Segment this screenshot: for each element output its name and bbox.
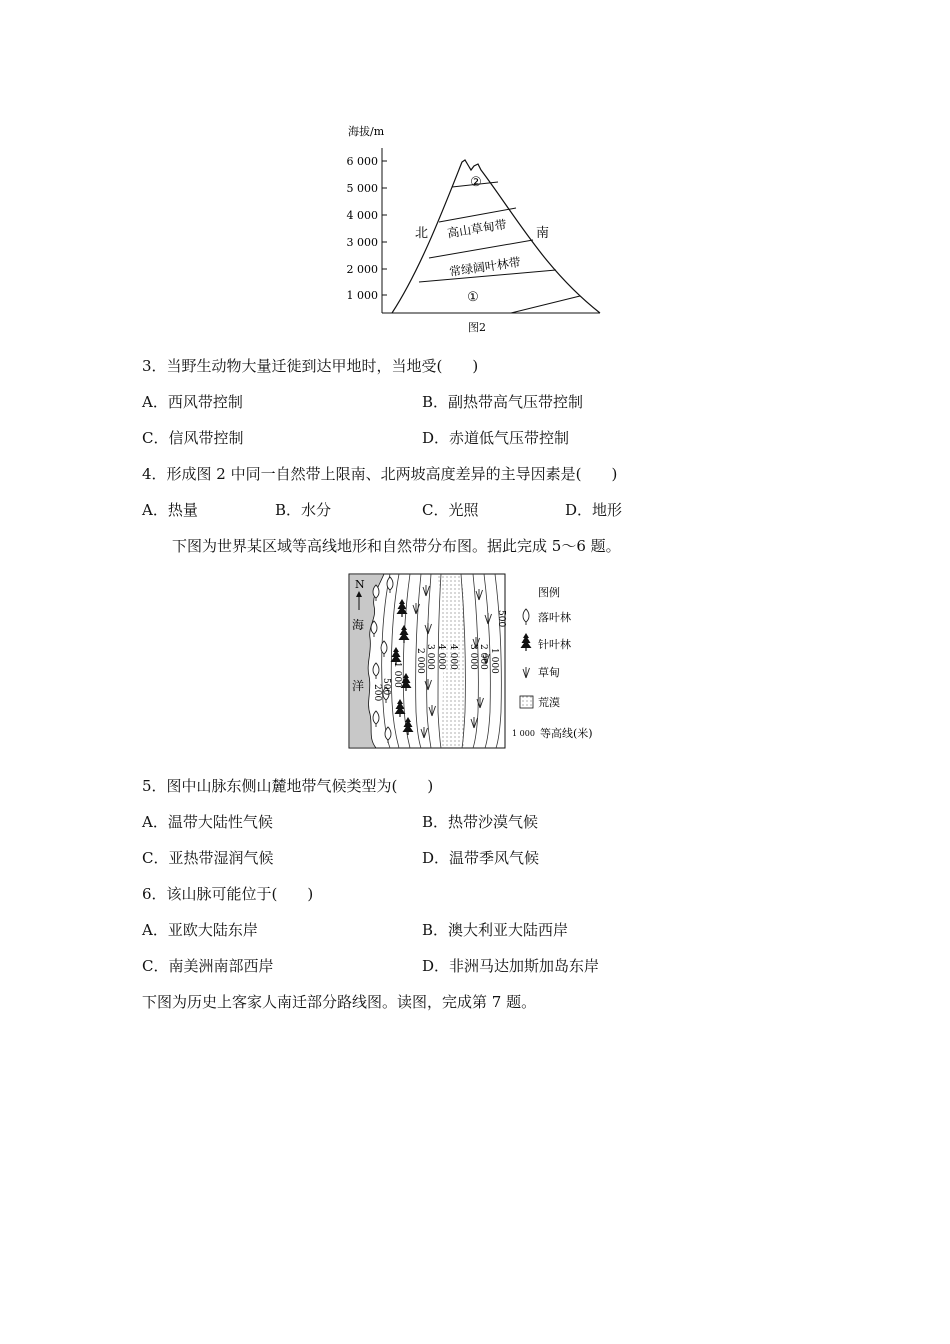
question-5-option-b[interactable]: B．热带沙漠气候 bbox=[422, 813, 539, 831]
question-6-option-d[interactable]: D．非洲马达加斯加岛东岸 bbox=[422, 957, 600, 975]
intro-question-7: 下图为历史上客家人南迁部分路线图。读图，完成第 7 题。 bbox=[142, 993, 537, 1011]
contour-label: 4 000 bbox=[448, 644, 458, 670]
north-letter: N bbox=[355, 578, 365, 591]
question-4-option-b[interactable]: B．水分 bbox=[275, 501, 332, 519]
question-3-stem: 3．当野生动物大量迁徙到达甲地时，当地受( ) bbox=[142, 357, 479, 375]
legend-contour-value: 1 000 bbox=[512, 729, 535, 738]
tick-label: 6 000 bbox=[346, 155, 378, 168]
south-label: 南 bbox=[536, 226, 550, 241]
question-6-stem: 6．该山脉可能位于( ) bbox=[142, 885, 314, 903]
question-4-option-a[interactable]: A．热量 bbox=[142, 501, 198, 519]
contour-label: 500 bbox=[496, 610, 506, 628]
intro-questions-5-6: 下图为世界某区域等高线地形和自然带分布图。据此完成 5～6 题。 bbox=[172, 537, 621, 555]
y-axis-ticks bbox=[347, 155, 388, 302]
question-3-option-a[interactable]: A．西风带控制 bbox=[142, 393, 243, 411]
tick-label: 4 000 bbox=[346, 209, 378, 222]
question-5-option-a[interactable]: A．温带大陆性气候 bbox=[142, 813, 273, 831]
question-5-option-c[interactable]: C．亚热带湿润气候 bbox=[142, 849, 274, 867]
contour-label: 1 000 bbox=[392, 662, 402, 688]
y-axis-title: 海拔/m bbox=[348, 125, 385, 138]
question-6-option-b[interactable]: B．澳大利亚大陆西岸 bbox=[422, 921, 569, 939]
question-5-option-d[interactable]: D．温带季风气候 bbox=[422, 849, 540, 867]
contour-label: 3 000 bbox=[468, 644, 478, 670]
north-label: 北 bbox=[415, 226, 429, 241]
tick-label: 1 000 bbox=[346, 289, 378, 302]
legend-deciduous-label: 落叶林 bbox=[538, 611, 571, 624]
question-5-stem: 5．图中山脉东侧山麓地带气候类型为( ) bbox=[142, 777, 434, 795]
question-3-option-b[interactable]: B．副热带高气压带控制 bbox=[422, 393, 584, 411]
sea-label-2: 洋 bbox=[352, 679, 365, 693]
contour-label: 500 bbox=[381, 678, 391, 696]
zone-1-label: ① bbox=[467, 290, 479, 305]
contour-label: 1 000 bbox=[489, 648, 499, 674]
contour-label: 4 000 bbox=[436, 644, 446, 670]
alpine-meadow-zone-label: 高山草甸带 bbox=[446, 217, 508, 241]
evergreen-forest-zone-label: 常绿阔叶林带 bbox=[448, 255, 522, 279]
legend-conifer-label: 针叶林 bbox=[538, 638, 571, 651]
legend-title: 图例 bbox=[538, 586, 560, 599]
question-3-option-c[interactable]: C．信风带控制 bbox=[142, 429, 244, 447]
legend-meadow-label: 草甸 bbox=[538, 666, 560, 679]
figure-caption: 图2 bbox=[468, 321, 486, 334]
tick-label: 3 000 bbox=[346, 236, 378, 249]
tick-label: 5 000 bbox=[346, 182, 378, 195]
contour-label: 2 000 bbox=[415, 648, 425, 674]
map-legend bbox=[512, 585, 593, 740]
contour-label: 3 000 bbox=[425, 644, 435, 670]
zone-2-label: ② bbox=[470, 175, 482, 190]
contour-label: 2 000 bbox=[478, 644, 488, 670]
legend-contour-label: 等高线(米) bbox=[540, 727, 593, 740]
question-4-option-c[interactable]: C．光照 bbox=[422, 501, 479, 519]
figure-2-mountain-profile bbox=[340, 120, 620, 342]
question-6-option-a[interactable]: A．亚欧大陆东岸 bbox=[142, 921, 258, 939]
contour-label: 200 bbox=[372, 684, 382, 702]
tick-label: 2 000 bbox=[346, 263, 378, 276]
zone-boundaries bbox=[419, 182, 580, 313]
legend-desert-label: 荒漠 bbox=[538, 696, 560, 709]
question-4-option-d[interactable]: D．地形 bbox=[565, 501, 623, 519]
question-3-option-d[interactable]: D．赤道低气压带控制 bbox=[422, 429, 570, 447]
question-4-stem: 4．形成图 2 中同一自然带上限南、北两坡高度差异的主导因素是( ) bbox=[142, 465, 618, 483]
question-6-option-c[interactable]: C．南美洲南部西岸 bbox=[142, 957, 274, 975]
sea-label-1: 海 bbox=[352, 618, 365, 632]
contour-natural-zone-map bbox=[346, 572, 616, 752]
